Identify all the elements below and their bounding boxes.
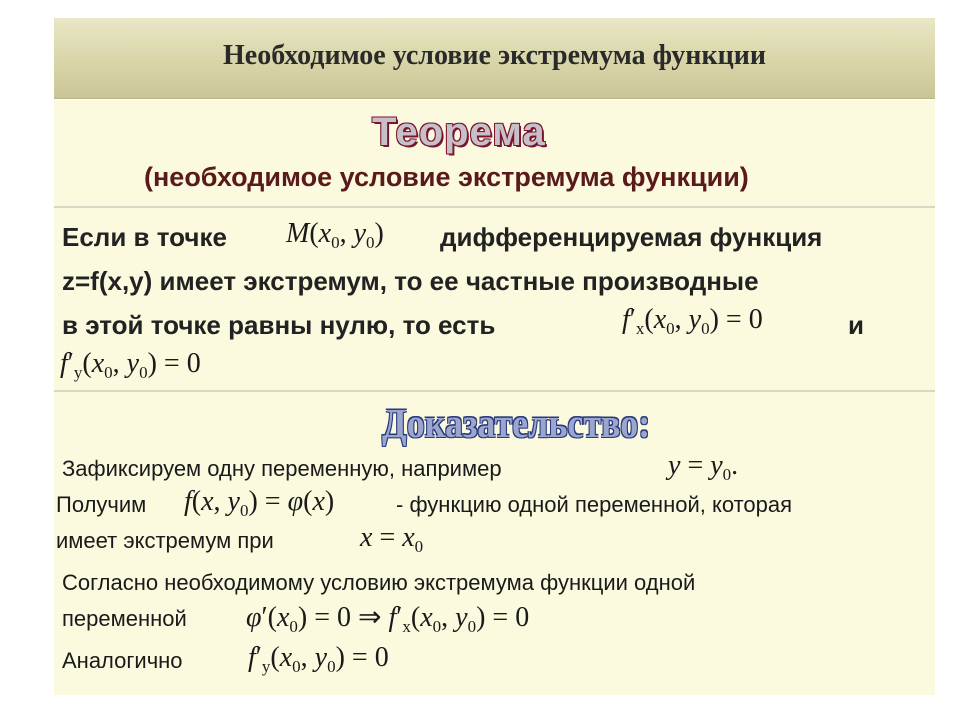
slide-title: Необходимое условие экстремума функции	[223, 40, 766, 71]
theorem-partial-y: $f'_y(x_0$, $y_0) = 0$	[60, 348, 201, 382]
proof-phi-condition: $\varphi'(x_0) = 0$ ⇒ $f'_x(x_0$, $y_0) = 0$	[246, 602, 530, 636]
theorem-line-2: z=f(x,y) имеет экстремум, то ее частные производные	[62, 266, 759, 296]
theorem-line-1-text-2: дифференцируемая функция	[440, 222, 823, 252]
theorem-line-3-text: в этой точке равны нулю, то есть	[62, 310, 496, 340]
title-bar	[54, 18, 935, 99]
theorem-subheading: (необходимое условие экстремума функции)	[144, 162, 749, 192]
proof-line-1-text: Зафиксируем одну переменную, например	[62, 456, 502, 481]
proof-section	[54, 400, 935, 695]
theorem-header	[54, 100, 935, 206]
proof-function-phi: f(x, $y_0) = \varphi(x)$	[184, 486, 335, 520]
theorem-and: и	[848, 310, 864, 340]
proof-line-6-text: Аналогично	[62, 648, 183, 673]
proof-line-2-text: Получим	[56, 492, 147, 517]
content-area	[54, 100, 935, 695]
proof-line-4: Согласно необходимому условию экстремума функции одной	[62, 570, 696, 595]
proof-line-5-text: переменной	[62, 606, 187, 631]
theorem-partial-x: $f'_x(x_0$, $y_0) = 0$	[622, 304, 763, 338]
proof-x-eq-x0: $x = x_0$	[360, 522, 424, 556]
theorem-heading: Теорема	[372, 110, 546, 154]
proof-partial-y: $f'_y(x_0$, $y_0) = 0$	[248, 642, 389, 676]
theorem-line-1-text: Если в точке	[62, 222, 227, 252]
proof-fix-y: $y = y_0$.	[668, 450, 739, 484]
divider	[54, 390, 935, 392]
proof-line-3-text: имеет экстремум при	[56, 528, 274, 553]
proof-heading: Доказательство:	[382, 400, 651, 446]
theorem-point-M: $M(x_0$, $y_0$)	[286, 218, 384, 252]
proof-line-2-text-2: - функцию одной переменной, которая	[396, 492, 793, 517]
